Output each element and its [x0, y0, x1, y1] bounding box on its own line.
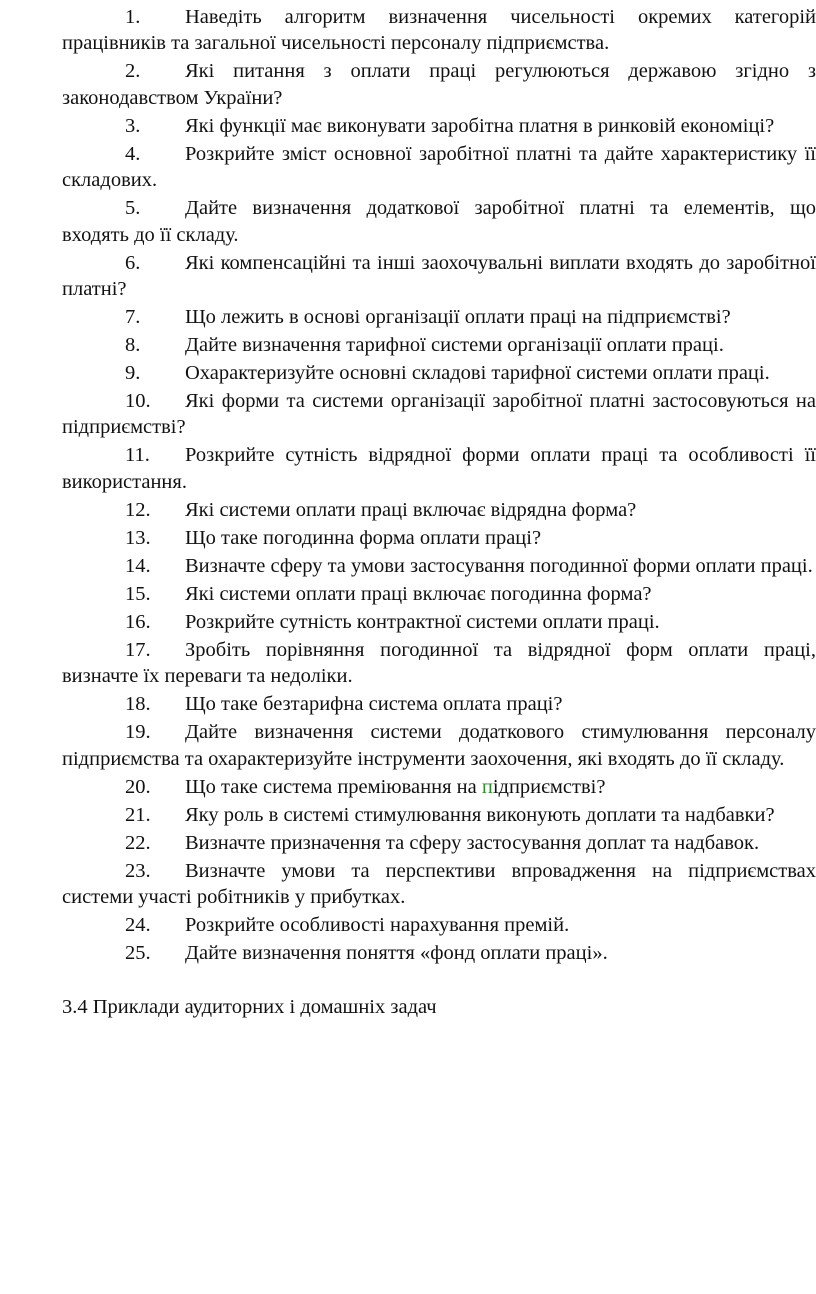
question-text: Що лежить в основі організації оплати праці на підприємстві? — [185, 306, 731, 329]
question-text: Які питання з оплати праці регулюються державою згідно з законодавством України? — [62, 60, 816, 109]
question-item — [62, 940, 816, 966]
question-number: 2. — [125, 60, 141, 83]
question-item — [62, 332, 816, 358]
question-number: 8. — [125, 334, 141, 357]
question-number: 10. — [125, 390, 151, 413]
question-text: Що таке безтарифна система оплата праці? — [185, 693, 563, 716]
question-item — [62, 912, 816, 938]
question-number: 13. — [125, 526, 151, 549]
question-number: 25. — [125, 942, 151, 965]
question-number: 6. — [125, 251, 141, 274]
question-item — [62, 553, 816, 579]
question-text: Дайте визначення тарифної системи організації оплати праці. — [185, 334, 724, 357]
question-text: Визначте призначення та сферу застосування доплат та надбавок. — [185, 831, 760, 854]
question-list — [62, 4, 816, 966]
question-item — [62, 830, 816, 856]
question-text: Охарактеризуйте основні складові тарифної системи оплати праці. — [185, 362, 770, 385]
question-item — [62, 195, 816, 248]
question-text: Визначте умови та перспективи впровадження на підприємствах системи участі робітників у прибутках. — [62, 859, 816, 909]
question-item — [62, 802, 816, 828]
highlighted-letter: п — [481, 775, 493, 798]
question-text-part: ідприємстві? — [492, 775, 606, 798]
question-number: 15. — [125, 582, 151, 605]
question-item — [62, 774, 816, 800]
question-text: Які компенсаційні та інші заохочувальні виплати входять до заробітної платні? — [62, 251, 816, 301]
question-item — [62, 388, 816, 441]
question-text: Розкрийте сутність відрядної форми оплати праці та особливості її використання. — [62, 444, 816, 493]
question-number: 24. — [125, 914, 151, 937]
question-text: Розкрийте сутність контрактної системи оплати праці. — [185, 610, 660, 633]
question-item — [62, 858, 816, 911]
question-number: 7. — [125, 306, 141, 329]
question-number: 21. — [125, 803, 151, 826]
question-number: 3. — [125, 114, 141, 137]
question-number: 19. — [125, 721, 151, 744]
question-item — [62, 58, 816, 111]
question-item — [62, 113, 816, 139]
question-item — [62, 497, 816, 523]
question-number: 22. — [125, 831, 151, 854]
question-text: Які функції має виконувати заробітна платня в ринковій економіці? — [185, 114, 775, 137]
question-item — [62, 304, 816, 330]
question-text: Які системи оплати праці включає погодинна форма? — [185, 582, 652, 605]
question-item — [62, 581, 816, 607]
question-text: Розкрийте зміст основної заробітної платні та дайте характеристику її складових. — [62, 142, 816, 192]
question-text: Дайте визначення системи додаткового стимулювання персоналу підприємства та охарактеризуйте інструменти заохочення, які входять до її складу. — [62, 721, 816, 770]
question-number: 9. — [125, 362, 141, 385]
document-page — [62, 4, 816, 1021]
question-number: 11. — [125, 444, 150, 467]
question-item — [62, 719, 816, 772]
question-text: Які форми та системи організації заробітної платні застосовуються на підприємстві? — [62, 390, 816, 439]
question-text — [185, 776, 605, 798]
question-item — [62, 4, 816, 57]
question-number: 20. — [125, 775, 151, 798]
question-text: Дайте визначення поняття «фонд оплати праці». — [185, 942, 608, 965]
question-text: Які системи оплати праці включає відрядна форма? — [185, 498, 637, 521]
question-number: 14. — [125, 554, 151, 577]
question-number: 12. — [125, 498, 151, 521]
question-text: Визначте сферу та умови застосування погодинної форми оплати праці. — [185, 554, 813, 577]
question-number: 23. — [125, 859, 151, 882]
question-item — [62, 637, 816, 690]
question-text: Зробіть порівняння погодинної та відрядної форм оплати праці, визначте їх переваги та недоліки. — [62, 638, 816, 688]
section-heading: 3.4 Приклади аудиторних і домашніх задач — [62, 996, 437, 1019]
question-item — [62, 525, 816, 551]
question-item — [62, 250, 816, 303]
question-text: Яку роль в системі стимулювання виконують доплати та надбавки? — [185, 803, 775, 826]
question-item — [62, 691, 816, 717]
question-item — [62, 442, 816, 495]
question-number: 18. — [125, 693, 151, 716]
question-number: 16. — [125, 610, 151, 633]
question-text: Розкрийте особливості нарахування премій. — [185, 914, 570, 937]
question-number: 4. — [125, 142, 141, 165]
question-item — [62, 360, 816, 386]
question-text: Що таке погодинна форма оплати праці? — [185, 526, 542, 549]
question-item — [62, 609, 816, 635]
question-item — [62, 141, 816, 194]
question-text-part: Що таке система преміювання на — [185, 775, 482, 798]
question-text: Дайте визначення додаткової заробітної платні та елементів, що входять до її складу. — [62, 197, 816, 246]
question-number: 5. — [125, 197, 141, 220]
question-number: 1. — [125, 6, 141, 28]
question-number: 17. — [125, 638, 151, 661]
question-text: Наведіть алгоритм визначення чисельності окремих категорій працівників та загальної чисельності персоналу підприємства. — [62, 6, 816, 55]
